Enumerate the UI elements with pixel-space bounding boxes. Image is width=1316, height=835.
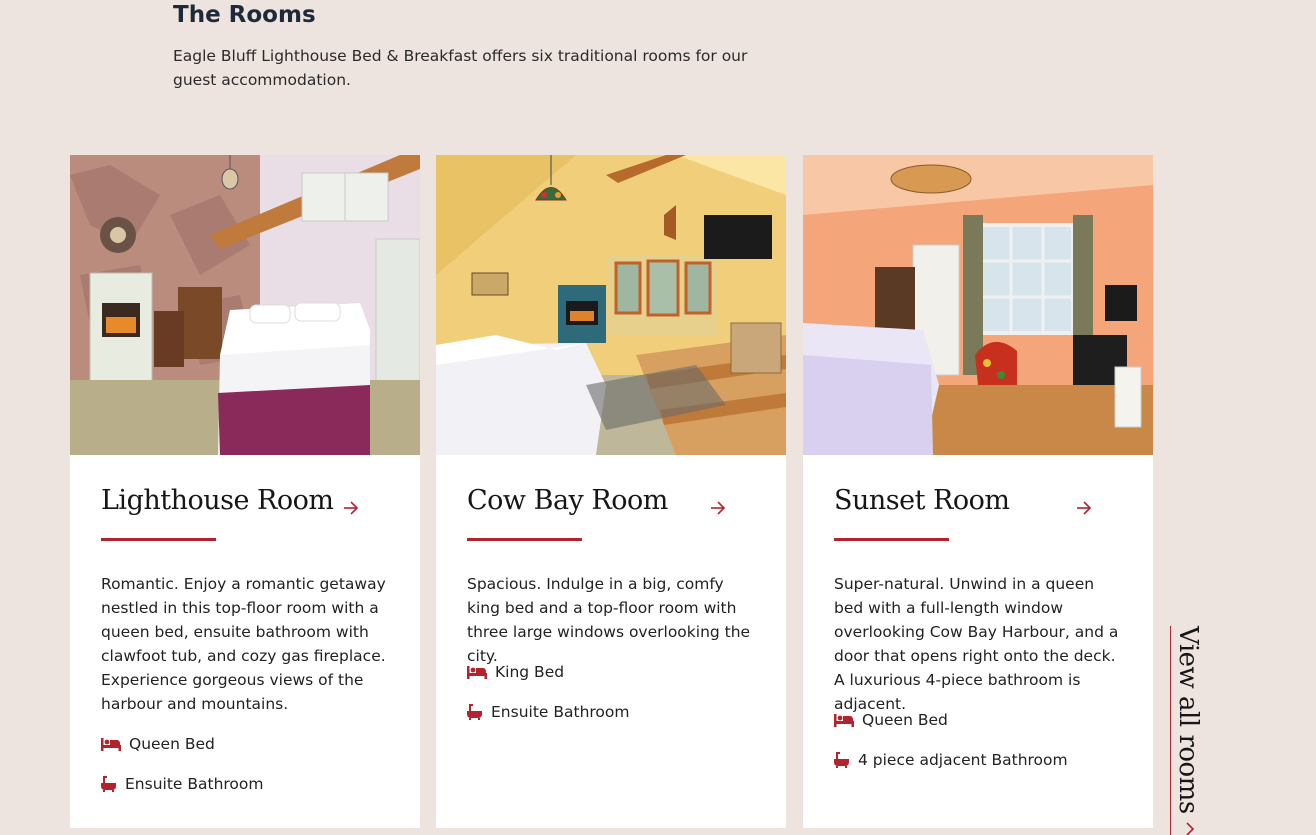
section-title: The Rooms bbox=[173, 2, 316, 28]
bathtub-icon bbox=[467, 704, 487, 720]
amenity-label: Queen Bed bbox=[862, 711, 948, 729]
view-all-rooms-link[interactable] bbox=[1170, 626, 1204, 835]
amenity-item bbox=[467, 703, 767, 723]
bed-icon bbox=[834, 712, 854, 728]
amenity-item bbox=[834, 711, 1134, 731]
amenity-item bbox=[467, 663, 767, 683]
bathtub-icon bbox=[101, 776, 121, 792]
arrow-right-icon[interactable] bbox=[710, 500, 726, 516]
room-card[interactable] bbox=[436, 155, 786, 828]
room-photo[interactable] bbox=[70, 155, 420, 455]
amenity-item bbox=[101, 735, 401, 755]
amenity-label: Queen Bed bbox=[129, 735, 215, 753]
bed-icon bbox=[467, 664, 487, 680]
room-title-link[interactable] bbox=[101, 485, 391, 525]
amenity-label: 4 piece adjacent Bathroom bbox=[858, 751, 1068, 769]
title-underline bbox=[467, 538, 582, 541]
section-intro: Eagle Bluff Lighthouse Bed & Breakfast offers six traditional rooms for our guest accommodation. bbox=[173, 47, 748, 89]
arrow-right-icon[interactable] bbox=[1076, 500, 1092, 516]
bathtub-icon bbox=[834, 752, 854, 768]
sunset-room-photo bbox=[803, 155, 1153, 455]
room-title[interactable]: Cow Bay Room bbox=[467, 485, 668, 516]
amenity-label: Ensuite Bathroom bbox=[491, 703, 630, 721]
amenity-item bbox=[101, 775, 401, 795]
amenity-label: King Bed bbox=[495, 663, 565, 681]
title-underline bbox=[834, 538, 949, 541]
room-title-link[interactable] bbox=[834, 485, 1124, 525]
room-description: Spacious. Indulge in a big, comfy king bed and a top-floor room with three large windows overlooking the city. bbox=[467, 575, 751, 665]
room-photo[interactable] bbox=[803, 155, 1153, 455]
room-card[interactable] bbox=[803, 155, 1153, 828]
lighthouse-room-photo bbox=[70, 155, 420, 455]
arrow-right-icon[interactable] bbox=[343, 500, 359, 516]
room-title[interactable]: Lighthouse Room bbox=[101, 485, 334, 516]
view-all-rooms-label[interactable]: View all rooms bbox=[1173, 626, 1203, 814]
title-underline bbox=[101, 538, 216, 541]
amenity-item bbox=[834, 751, 1134, 771]
amenity-label: Ensuite Bathroom bbox=[125, 775, 264, 793]
cow-bay-room-photo bbox=[436, 155, 786, 455]
room-description: Romantic. Enjoy a romantic getaway nestled in this top-floor room with a queen bed, ensuite bathroom with clawfoot tub, and cozy gas fireplace. Experience gorgeous views of the harbour and mountains. bbox=[101, 575, 386, 713]
room-title[interactable]: Sunset Room bbox=[834, 485, 1010, 516]
arrow-right-icon[interactable] bbox=[1183, 822, 1197, 835]
room-card[interactable] bbox=[70, 155, 420, 828]
room-title-link[interactable] bbox=[467, 485, 757, 525]
room-description: Super-natural. Unwind in a queen bed with a full-length window overlooking Cow Bay Harbour, and a door that opens right onto the deck. A luxurious 4-piece bathroom is adjacent. bbox=[834, 575, 1119, 713]
room-photo[interactable] bbox=[436, 155, 786, 455]
bed-icon bbox=[101, 736, 121, 752]
